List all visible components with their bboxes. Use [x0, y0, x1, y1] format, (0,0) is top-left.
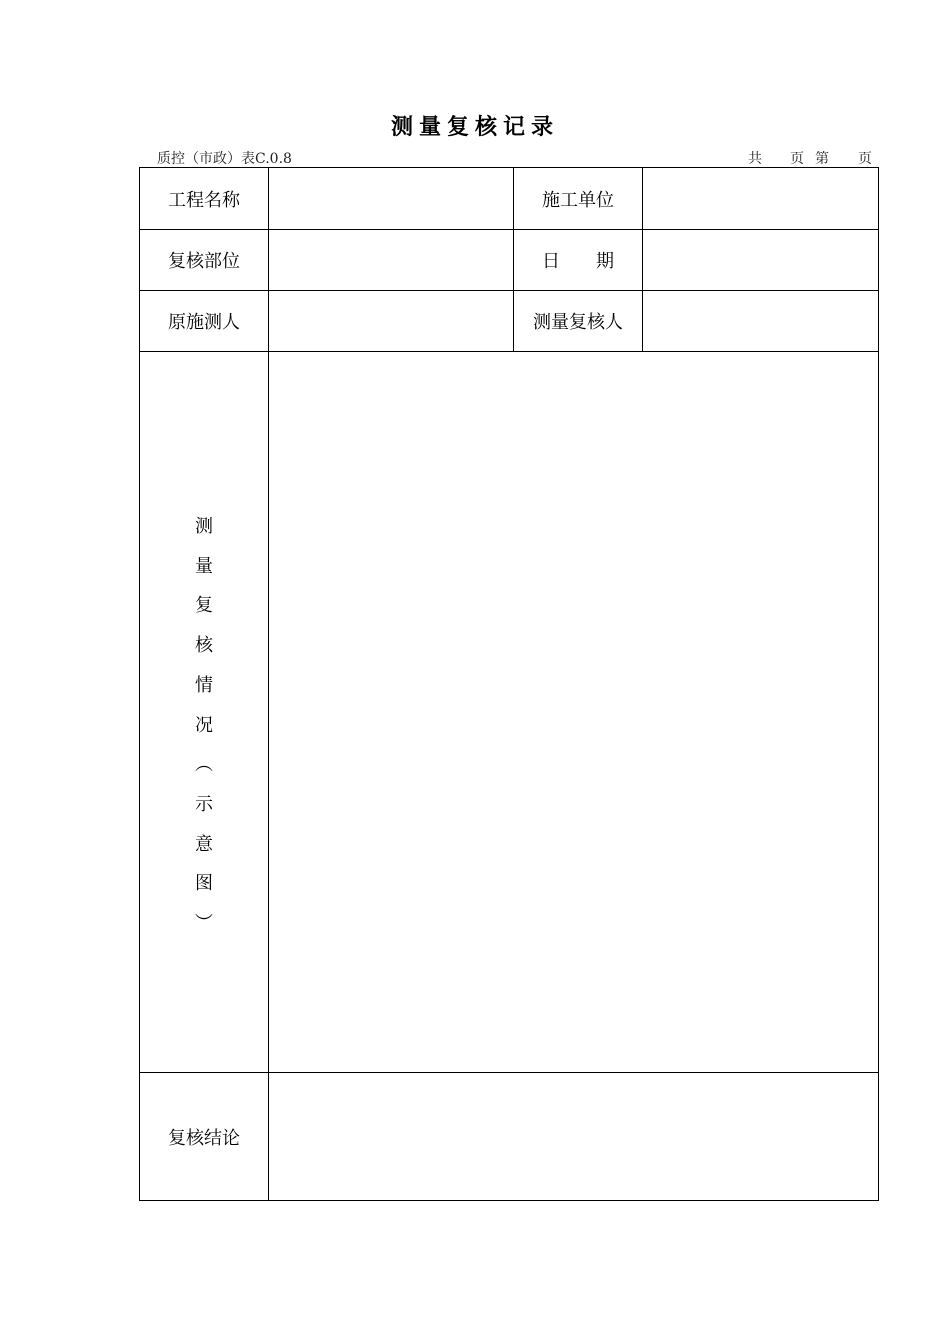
- form-code: 质控（市政）表C.0.8: [157, 151, 292, 167]
- review-details-char: 意: [195, 833, 213, 855]
- construction-unit-label: 施工单位: [542, 189, 614, 211]
- conclusion-field[interactable]: [269, 1073, 878, 1200]
- review-details-char: 图: [195, 873, 213, 895]
- project-name-label: 工程名称: [168, 189, 240, 211]
- review-surveyor-field[interactable]: [643, 291, 878, 351]
- review-details-field[interactable]: [269, 352, 878, 1072]
- construction-unit-field[interactable]: [643, 168, 878, 229]
- page-total-suffix: 页: [790, 151, 804, 167]
- original-surveyor-field[interactable]: [269, 291, 513, 351]
- conclusion-label: 复核结论: [168, 1127, 240, 1149]
- review-details-char: 示: [195, 793, 213, 815]
- review-surveyor-label: 测量复核人: [533, 312, 623, 333]
- review-details-char: ︶: [195, 913, 213, 935]
- original-surveyor-label: 原施测人: [168, 312, 240, 333]
- page-number-prefix: 第: [815, 151, 829, 167]
- date-label: 日 期: [542, 251, 614, 272]
- project-name-field[interactable]: [269, 168, 513, 229]
- page-total-prefix: 共: [748, 151, 762, 167]
- review-details-char: ︵: [195, 754, 213, 776]
- document-title: 测量复核记录: [390, 115, 559, 140]
- review-details-char: 况: [195, 714, 213, 736]
- review-details-char: 量: [195, 555, 213, 577]
- review-details-char: 测: [195, 516, 213, 537]
- date-field[interactable]: [643, 230, 878, 290]
- review-details-label: [140, 352, 268, 1072]
- review-location-label: 复核部位: [168, 251, 240, 272]
- review-details-char: 核: [195, 635, 213, 657]
- review-location-field[interactable]: [269, 230, 513, 290]
- review-details-char: 复: [195, 595, 213, 617]
- survey-review-table: [139, 167, 879, 1201]
- review-details-char: 情: [195, 674, 213, 696]
- page-number-suffix: 页: [858, 151, 872, 167]
